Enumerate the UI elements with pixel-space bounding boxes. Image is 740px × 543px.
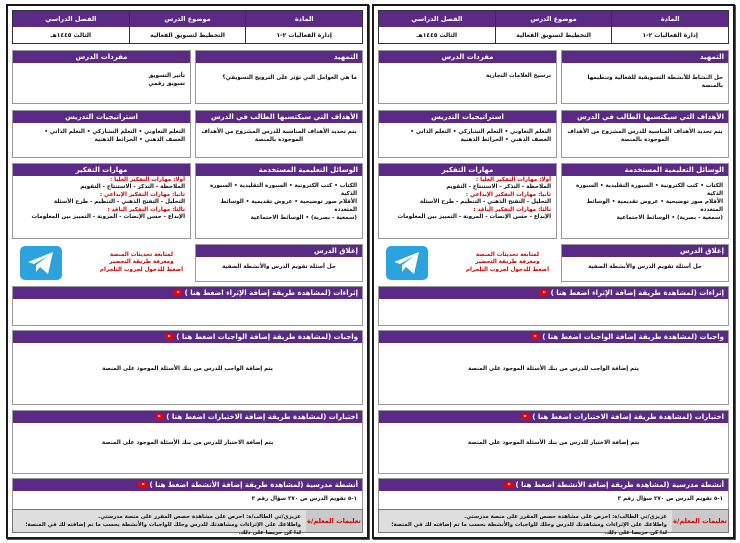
- term-value: الثالث ١٤٤٥هـ: [13, 27, 129, 43]
- intro-title: التمهيد: [562, 51, 728, 63]
- term-label: الفصل الدراسي: [379, 11, 495, 27]
- activities-title: [13, 479, 362, 491]
- objectives-text: يتم تحديد الأهداف المناسبة للدرس المشروح من الأهداف الموجودة بالمنصة: [201, 129, 357, 143]
- objectives-title: الأهداف التي سيكتسبها الطالب في الدرس: [562, 111, 728, 123]
- strategies-line: التعلم التعاوني • التعلم التشاركي • التعلم الذاتي •: [410, 129, 551, 135]
- activities-box: [378, 478, 729, 511]
- term-label: الفصل الدراسي: [13, 11, 129, 27]
- activities-text: ١-٥ تقويم الدرس ص ٢٧٠ سؤال رقم ٣: [251, 496, 357, 502]
- tests-text: يتم إضافة الاختبار للدرس من بنك الأسئلة الموجود على المنصة: [467, 440, 640, 446]
- notes-line: عزيزي/تي الطالب/ة: احرص على مشاهدة حصص المقرر على منصة مدرستي.: [98, 514, 301, 520]
- vocab-title: مفردات الدرس: [379, 51, 556, 63]
- thinking-heading: ثانيا: مهارات التفكير الإبداعي :: [465, 191, 551, 198]
- strategies-line: العصف الذهني • الخرائط الذهنية: [460, 137, 551, 143]
- homework-label: واجبات: [333, 333, 358, 341]
- activities-label: أنشطة مدرسية: [671, 481, 724, 489]
- homework-link[interactable]: (لمشاهدة طريقة إضافة الواجبات اضغط هنا ): [542, 333, 698, 341]
- lesson-plan-page-left: [6, 4, 369, 539]
- activities-text: ١-٥ تقويم الدرس ص ٢٧٠ سؤال رقم ٣: [617, 496, 723, 502]
- thinking-heading: أولا: مهارات التفكير العليا :: [475, 177, 551, 183]
- homework-title: [13, 331, 362, 343]
- tests-title: [13, 411, 362, 423]
- aids-line: الأقلام صور توضيحية • عروض تقديمية • الوسائط المتعددة: [586, 199, 723, 213]
- thinking-heading: أولا: مهارات التفكير العليا :: [109, 177, 185, 183]
- vocab-box: [12, 50, 191, 104]
- aids-title: الوسائل التعليمية المستخدمة: [196, 164, 362, 176]
- notes-line: عزيزي/تي الطالب/ة: احرص على مشاهدة حصص المقرر على منصة مدرستي.: [464, 514, 667, 520]
- thinking-line: الملاحظة - التذكر - الاستنتاج - التقويم: [446, 184, 551, 191]
- vocab-item: تأثير التسويق: [148, 73, 185, 79]
- youtube-icon[interactable]: [531, 334, 540, 340]
- strategies-box: [378, 110, 557, 158]
- tests-text: يتم إضافة الاختبار للدرس من بنك الأسئلة الموجود على المنصة: [101, 440, 274, 446]
- enrich-link[interactable]: (لمشاهدة طريقة إضافة الإثراء اضغط هنا ): [550, 289, 697, 297]
- activities-link[interactable]: (لمشاهدة طريقة إضافة الأنشطة اضغط هنا ): [515, 481, 670, 489]
- promo-line: اضغط للدخول لجروب التلجرام: [465, 266, 549, 273]
- lesson-header-table: [12, 10, 363, 44]
- notes-line: واطلاعك على الإثراءات ومشاهدتك للدرس وحلك للواجبات والأنشطة بحسب ما تم إضافته لك في المنصة؛ لذا كن حريصا على ذلك.: [391, 522, 667, 536]
- enrich-box: [12, 286, 363, 326]
- tests-label: اختبارات: [694, 413, 724, 421]
- youtube-icon[interactable]: [539, 290, 548, 296]
- homework-text: يتم إضافة الواجب للدرس من بنك الأسئلة الموجود على المنصة: [102, 366, 273, 372]
- enrich-title: [13, 287, 362, 299]
- tests-link[interactable]: (لمشاهدة طريقة إضافة الاختبارات اضغط هنا ): [532, 413, 693, 421]
- intro-text: حل النشاط للأنشطة التسويقية للفعالية وتنظيمها بالمنصة: [587, 75, 723, 89]
- homework-text: يتم إضافة الواجب للدرس من بنك الأسئلة الموجود على المنصة: [468, 366, 639, 372]
- closing-title: إغلاق الدرس: [196, 245, 362, 257]
- aids-line: الأقلام صور توضيحية • عروض تقديمية • الوسائط المتعددة: [220, 199, 357, 213]
- notes-label: تعليمات المعلم/ة: [672, 510, 728, 532]
- aids-line: (سمعية - بصرية) • الوسائط الاجتماعية: [250, 215, 357, 221]
- enrich-title: [379, 287, 728, 299]
- thinking-line: الإبداع - حسن الإنصات - المرونة - التمييز بين المعلومات: [397, 214, 551, 221]
- tests-link[interactable]: (لمشاهدة طريقة إضافة الاختبارات اضغط هنا ): [166, 413, 327, 421]
- subject-value: إدارة الفعاليات ٢-١: [245, 27, 362, 43]
- closing-box: [195, 244, 363, 282]
- homework-label: واجبات: [699, 333, 724, 341]
- subject-label: المادة: [611, 11, 728, 27]
- youtube-icon[interactable]: [155, 414, 164, 420]
- telegram-promo[interactable]: [12, 244, 191, 282]
- promo-line: ومعرفة طريقة التحضير: [475, 259, 540, 266]
- promo-line: لمتابعة تحديثات المنصة: [109, 251, 174, 258]
- telegram-icon[interactable]: [386, 246, 428, 280]
- closing-text: حل أسئلة تقويم الدرس والأنشطة الصفية: [588, 264, 702, 270]
- promo-line: لمتابعة تحديثات المنصة: [475, 251, 540, 258]
- subject-value: إدارة الفعاليات ٢-١: [611, 27, 728, 43]
- teacher-notes: [378, 509, 729, 536]
- activities-box: [12, 478, 363, 511]
- enrich-box: [378, 286, 729, 326]
- intro-text: ما هي العوامل التي تؤثر على الترويج التسويقي؟: [222, 75, 357, 81]
- enrich-label: إثراءات: [333, 289, 358, 297]
- aids-box: [561, 163, 729, 239]
- thinking-heading: ثالثا: مهارات التفكير الناقد :: [107, 206, 185, 213]
- homework-link[interactable]: (لمشاهدة طريقة إضافة الواجبات اضغط هنا ): [176, 333, 332, 341]
- tests-title: [379, 411, 728, 423]
- objectives-box: [195, 110, 363, 158]
- thinking-title: مهارات التفكير: [379, 164, 556, 176]
- vocab-title: مفردات الدرس: [13, 51, 190, 63]
- topic-value: التخطيط لتسويق الفعالية: [129, 27, 246, 43]
- notes-line: واطلاعك على الإثراءات ومشاهدتك للدرس وحلك للواجبات والأنشطة بحسب ما تم إضافته لك في المنصة؛ لذا كن حريصا على ذلك.: [25, 522, 301, 536]
- tests-box: [378, 410, 729, 474]
- strategies-title: استراتيجيات التدريس: [13, 111, 190, 123]
- thinking-line: التحليل - التفتح الذهني - التنظيم - طرح الأسئلة: [419, 199, 551, 206]
- vocab-item: ترسيخ العلامات التجارية: [485, 73, 551, 79]
- notes-label: تعليمات المعلم/ة: [306, 510, 362, 532]
- enrich-link[interactable]: (لمشاهدة طريقة إضافة الإثراء اضغط هنا ): [184, 289, 331, 297]
- homework-title: [379, 331, 728, 343]
- aids-line: الكتاب • كتب الكترونية • السبورة التقليدية • السبورة الذكية: [576, 183, 723, 197]
- lesson-plan-page-right: [372, 4, 735, 539]
- youtube-icon[interactable]: [504, 482, 513, 488]
- intro-title: التمهيد: [196, 51, 362, 63]
- homework-box: [378, 330, 729, 405]
- objectives-text: يتم تحديد الأهداف المناسبة للدرس المشروح من الأهداف الموجودة بالمنصة: [567, 129, 723, 143]
- promo-line: اضغط للدخول لجروب التلجرام: [99, 266, 183, 273]
- intro-box: [561, 50, 729, 104]
- telegram-promo[interactable]: [378, 244, 557, 282]
- promo-line: ومعرفة طريقة التحضير: [109, 259, 174, 266]
- strategies-line: العصف الذهني • الخرائط الذهنية: [94, 137, 185, 143]
- topic-label: موضوع الدرس: [129, 11, 246, 27]
- aids-title: الوسائل التعليمية المستخدمة: [562, 164, 728, 176]
- youtube-icon[interactable]: [138, 482, 147, 488]
- closing-text: حل أسئلة تقويم الدرس والأنشطة الصفية: [222, 264, 336, 270]
- enrich-label: إثراءات: [699, 289, 724, 297]
- aids-line: (سمعية - بصرية) • الوسائط الاجتماعية: [616, 215, 723, 221]
- activities-label: أنشطة مدرسية: [305, 481, 358, 489]
- vocab-item: تسويق رقمي: [148, 81, 185, 87]
- homework-box: [12, 330, 363, 405]
- youtube-icon[interactable]: [521, 414, 530, 420]
- strategies-box: [12, 110, 191, 158]
- thinking-heading: ثانيا: مهارات التفكير الإبداعي :: [99, 191, 185, 198]
- thinking-line: الملاحظة - التذكر - الاستنتاج - التقويم: [80, 184, 185, 191]
- youtube-icon[interactable]: [165, 334, 174, 340]
- topic-label: موضوع الدرس: [495, 11, 612, 27]
- tests-label: اختبارات: [328, 413, 358, 421]
- objectives-box: [561, 110, 729, 158]
- thinking-heading: ثالثا: مهارات التفكير الناقد :: [473, 206, 551, 213]
- strategies-title: استراتيجيات التدريس: [379, 111, 556, 123]
- thinking-line: التحليل - التفتح الذهني - التنظيم - طرح الأسئلة: [53, 199, 185, 206]
- tests-box: [12, 410, 363, 474]
- subject-label: المادة: [245, 11, 362, 27]
- activities-link[interactable]: (لمشاهدة طريقة إضافة الأنشطة اضغط هنا ): [149, 481, 304, 489]
- lesson-header-table: [378, 10, 729, 44]
- teacher-notes: [12, 509, 363, 536]
- youtube-icon[interactable]: [173, 290, 182, 296]
- aids-line: الكتاب • كتب الكترونية • السبورة التقليدية • السبورة الذكية: [210, 183, 357, 197]
- telegram-icon[interactable]: [20, 246, 62, 280]
- vocab-box: [378, 50, 557, 104]
- thinking-line: الإبداع - حسن الإنصات - المرونة - التمييز بين المعلومات: [31, 214, 185, 221]
- term-value: الثالث ١٤٤٥هـ: [379, 27, 495, 43]
- thinking-title: مهارات التفكير: [13, 164, 190, 176]
- aids-box: [195, 163, 363, 239]
- closing-box: [561, 244, 729, 282]
- intro-box: [195, 50, 363, 104]
- closing-title: إغلاق الدرس: [562, 245, 728, 257]
- thinking-box: [378, 163, 557, 239]
- objectives-title: الأهداف التي سيكتسبها الطالب في الدرس: [196, 111, 362, 123]
- activities-title: [379, 479, 728, 491]
- topic-value: التخطيط لتسويق الفعالية: [495, 27, 612, 43]
- thinking-box: [12, 163, 191, 239]
- strategies-line: التعلم التعاوني • التعلم التشاركي • التعلم الذاتي •: [44, 129, 185, 135]
